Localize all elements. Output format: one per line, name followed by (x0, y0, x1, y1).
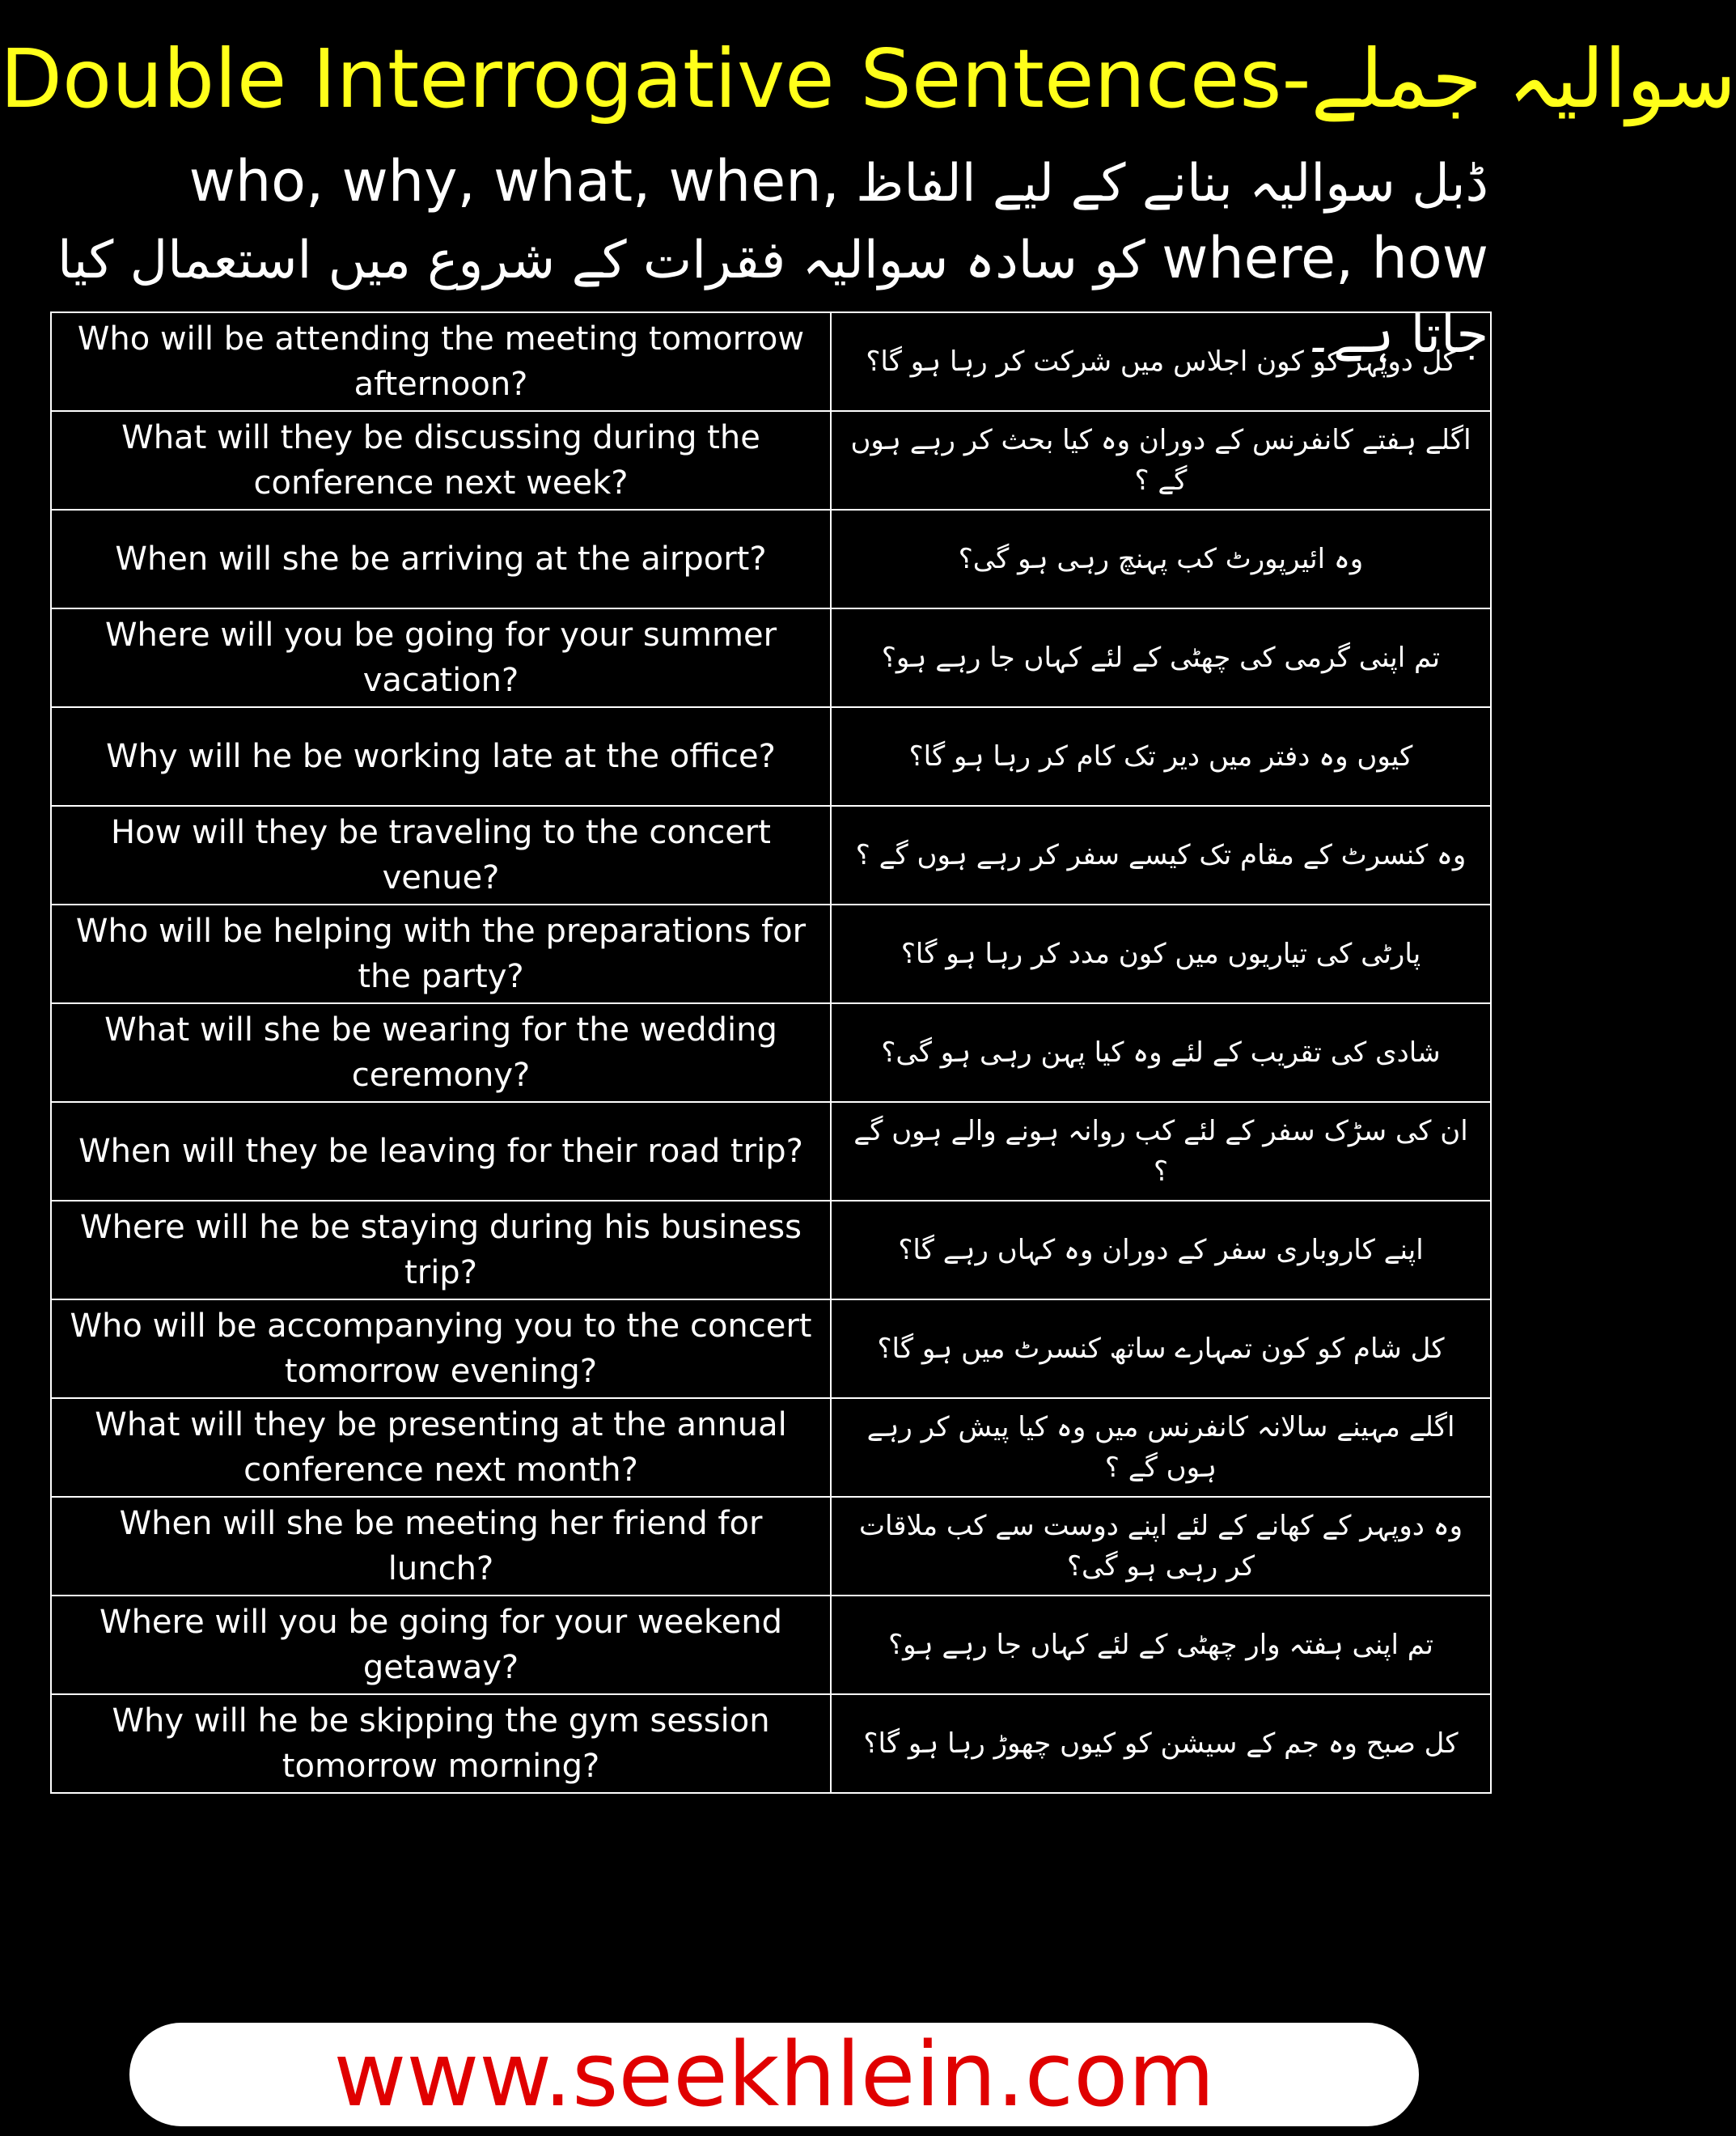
table-row (51, 1497, 1491, 1596)
urdu-translation: وہ ائیرپورٹ کب پہنچ رہی ہو گی؟ (831, 510, 1491, 608)
english-sentence: What will she be wearing for the wedding ceremony? (51, 1003, 831, 1102)
english-sentence: When will she be arriving at the airport? (51, 510, 831, 608)
urdu-translation: شادی کی تقریب کے لئے وہ کیا پہن رہی ہو گی؟ (831, 1003, 1491, 1102)
urdu-translation: کل صبح وہ جم کے سیشن کو کیوں چھوڑ رہا ہو گا؟ (831, 1694, 1491, 1793)
urdu-translation: کیوں وہ دفتر میں دیر تک کام کر رہا ہو گا؟ (831, 707, 1491, 806)
urdu-translation: اگلے مہینے سالانہ کانفرنس میں وہ کیا پیش کر رہے ہوں گے ؟ (831, 1398, 1491, 1497)
urdu-translation: کل شام کو کون تمہارے ساتھ کنسرٹ میں ہو گا؟ (831, 1299, 1491, 1398)
page-title (0, 31, 1736, 128)
english-sentence: Where will you be going for your summer vacation? (51, 608, 831, 707)
table-row (51, 905, 1491, 1003)
english-sentence: What will they be presenting at the annual conference next month? (51, 1398, 831, 1497)
english-sentence: Why will he be skipping the gym session tomorrow morning? (51, 1694, 831, 1793)
table-row (51, 510, 1491, 608)
table-row (51, 1201, 1491, 1299)
english-sentence: What will they be discussing during the conference next week? (51, 411, 831, 510)
title-english: Double Interrogative Sentences- (0, 32, 1311, 126)
urdu-translation: وہ دوپہر کے کھانے کے لئے اپنے دوست سے کب ملاقات کر رہی ہو گی؟ (831, 1497, 1491, 1596)
title-urdu: سوالیہ جملے (1310, 32, 1736, 126)
table-row (51, 312, 1491, 411)
urdu-translation: اگلے ہفتے کانفرنس کے دوران وہ کیا بحث کر رہے ہوں گے ؟ (831, 411, 1491, 510)
english-sentence: Who will be helping with the preparations for the party? (51, 905, 831, 1003)
urdu-translation: کل دوپہر کو کون اجلاس میں شرکت کر رہا ہو گا؟ (831, 312, 1491, 411)
english-sentence: When will they be leaving for their road trip? (51, 1102, 831, 1201)
intro-urdu-end: کو سادہ سوالیہ فقرات کے شروع میں استعمال کیا جاتا ہے۔ (57, 231, 1488, 365)
table-row (51, 707, 1491, 806)
table-row (51, 1102, 1491, 1201)
urdu-translation: اپنے کاروباری سفر کے دوران وہ کہاں رہے گا؟ (831, 1201, 1491, 1299)
intro-question-words: who, why, what, when, where, how (188, 148, 1488, 291)
table-row (51, 1299, 1491, 1398)
table-row (51, 1596, 1491, 1694)
english-sentence: Why will he be working late at the office? (51, 707, 831, 806)
urdu-translation: تم اپنی گرمی کی چھٹی کے لئے کہاں جا رہے ہو؟ (831, 608, 1491, 707)
urdu-translation: تم اپنی ہفتہ وار چھٹی کے لئے کہاں جا رہے ہو؟ (831, 1596, 1491, 1694)
english-sentence: Where will he be staying during his business trip? (51, 1201, 831, 1299)
table-row (51, 1694, 1491, 1793)
urdu-translation: وہ کنسرٹ کے مقام تک کیسے سفر کر رہے ہوں گے ؟ (831, 806, 1491, 905)
intro-urdu-start: ڈبل سوالیہ بنانے کے لیے الفاظ (856, 154, 1488, 214)
website-url[interactable]: www.seekhlein.com (333, 2023, 1215, 2126)
table-row (51, 806, 1491, 905)
table-row (51, 1398, 1491, 1497)
website-banner[interactable] (129, 2023, 1419, 2126)
urdu-translation: پارٹی کی تیاریوں میں کون مدد کر رہا ہو گا؟ (831, 905, 1491, 1003)
table-row (51, 1003, 1491, 1102)
table-row (51, 411, 1491, 510)
english-sentence: How will they be traveling to the concert venue? (51, 806, 831, 905)
sentence-table-body (51, 312, 1491, 1793)
sentence-table (50, 312, 1492, 1794)
table-row (51, 608, 1491, 707)
english-sentence: Who will be accompanying you to the concert tomorrow evening? (51, 1299, 831, 1398)
urdu-translation: ان کی سڑک سفر کے لئے کب روانہ ہونے والے ہوں گے ؟ (831, 1102, 1491, 1201)
english-sentence: When will she be meeting her friend for lunch? (51, 1497, 831, 1596)
english-sentence: Where will you be going for your weekend getaway? (51, 1596, 831, 1694)
english-sentence: Who will be attending the meeting tomorrow afternoon? (51, 312, 831, 411)
